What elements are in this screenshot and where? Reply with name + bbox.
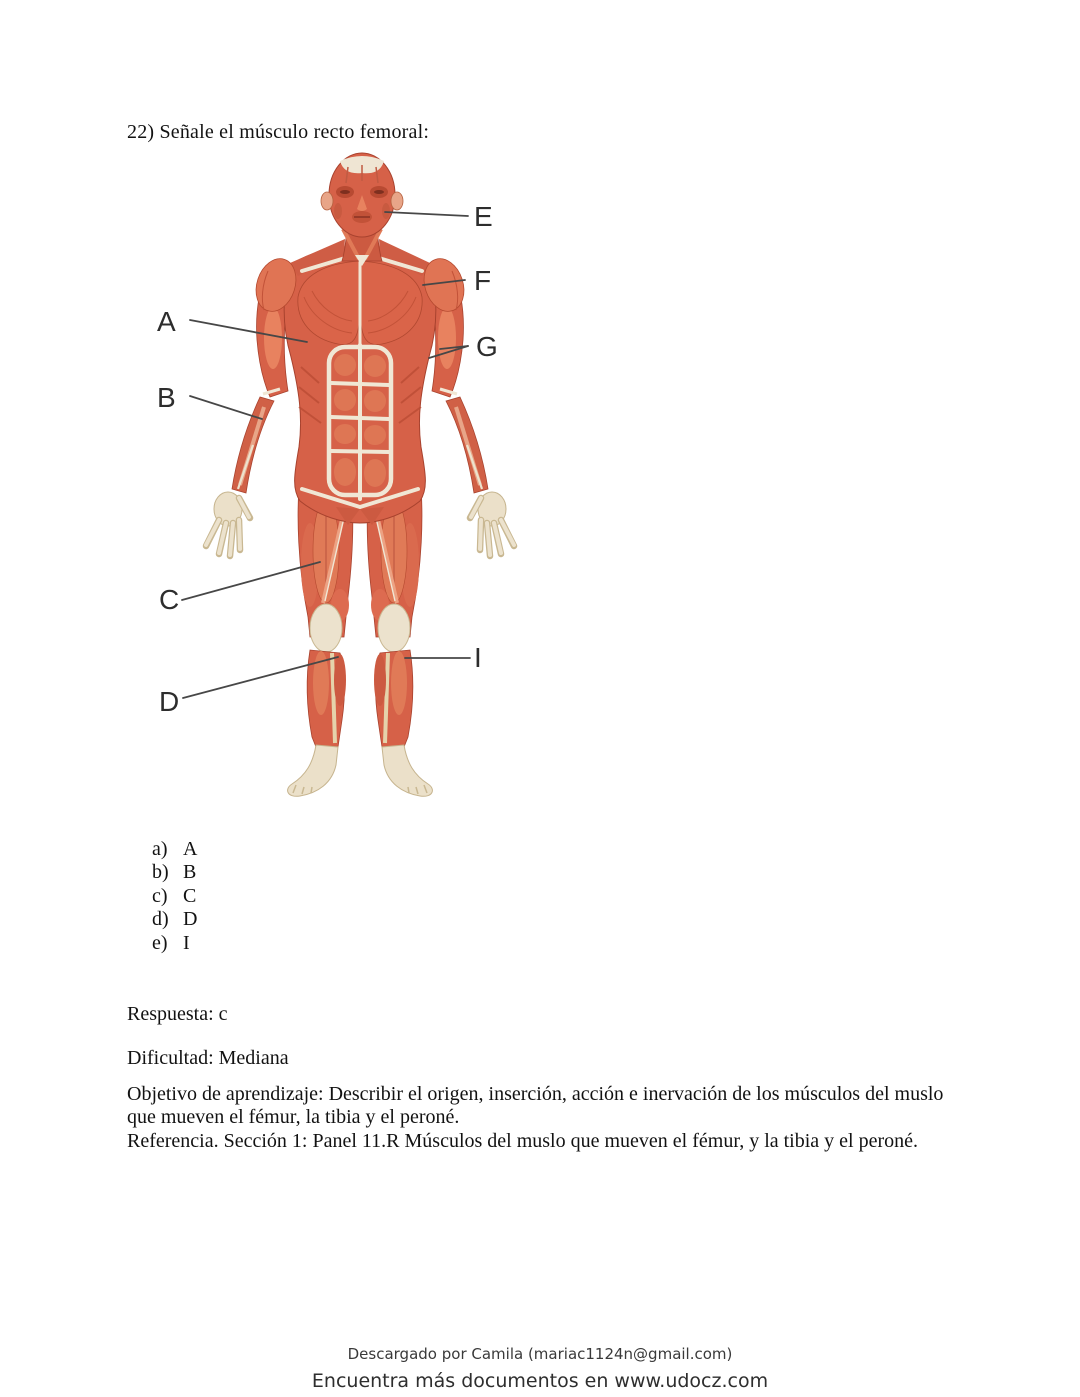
answer-line: Respuesta: c [127, 1003, 228, 1025]
head [321, 153, 403, 237]
options-list [152, 838, 197, 955]
left-foot [288, 745, 338, 796]
option-e [152, 932, 197, 955]
leader-line-c [182, 562, 320, 600]
figure-label-g: G [476, 331, 498, 362]
figure-label-i: I [474, 642, 482, 673]
torso [284, 239, 436, 525]
learning-objective-text: Objetivo de aprendizaje: Describir el origen, inserción, acción e inervación de los músculos del muslo que mueven el fémur, la tibia y el peroné. [127, 1083, 944, 1128]
reference-text: Referencia. Sección 1: Panel 11.R Músculos del muslo que mueven el fémur, y la tibia y el peroné. [127, 1130, 919, 1152]
muscular-system-illustration [140, 145, 540, 825]
option-a [152, 838, 197, 861]
option-e-value: I [183, 931, 190, 954]
anatomy-figure [140, 145, 540, 825]
question-title: 22) Señale el músculo recto femoral: [127, 121, 430, 143]
figure-label-a: A [157, 306, 176, 337]
option-a-key: a) [152, 838, 168, 860]
figure-label-d: D [159, 686, 180, 717]
figure-label-f: F [474, 265, 492, 296]
leader-line-b [190, 396, 262, 419]
option-c [152, 885, 197, 908]
option-e-key: e) [152, 931, 168, 954]
page-footer [0, 1345, 1080, 1392]
option-d-key: d) [152, 908, 169, 931]
option-b [152, 861, 197, 884]
find-more-line: Encuentra más documentos en www.udocz.com [311, 1370, 769, 1392]
downloaded-by-line: Descargado por Camila (mariac1124n@gmail.com) [347, 1345, 733, 1363]
right-hand [470, 492, 514, 556]
option-d-value: D [183, 908, 198, 931]
left-hand [206, 492, 250, 556]
difficulty-line: Dificultad: Mediana [127, 1047, 289, 1069]
figure-label-b: B [157, 382, 176, 413]
option-d [152, 908, 197, 931]
figure-label-e: E [474, 201, 493, 232]
leader-line-e [385, 212, 468, 216]
option-c-key: c) [152, 884, 168, 907]
right-foot [382, 745, 432, 796]
option-a-value: A [183, 838, 198, 860]
option-c-value: C [183, 884, 197, 907]
option-b-value: B [183, 861, 197, 884]
figure-label-c: C [159, 584, 180, 615]
option-b-key: b) [152, 861, 169, 884]
